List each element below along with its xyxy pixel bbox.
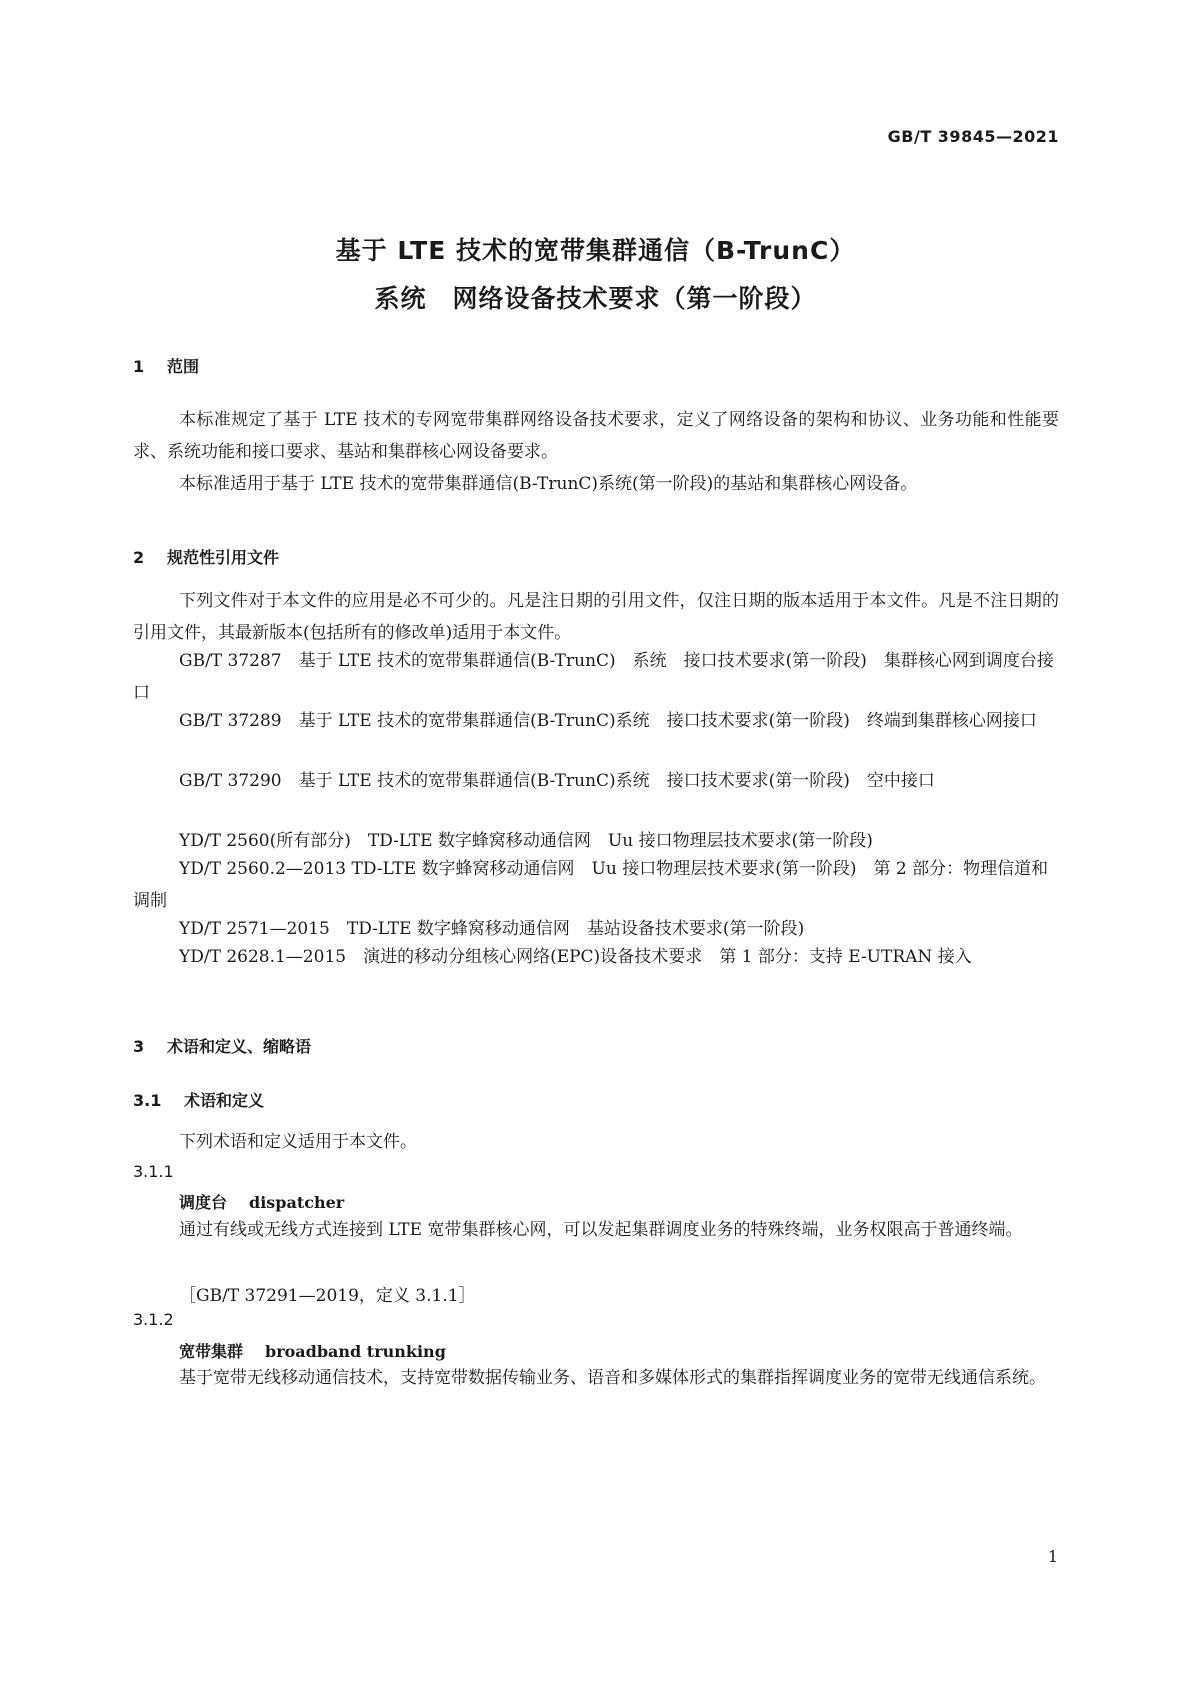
title-line-1: 基于 LTE 技术的宽带集群通信（B-TrunC）: [335, 236, 856, 265]
section-title: 规范性引用文件: [167, 548, 280, 567]
term-source: ［GB/T 37291—2019，定义 3.1.1］: [179, 1286, 476, 1306]
term-number: 3.1.1: [133, 1162, 174, 1181]
term-definition: 基于宽带无线移动通信技术，支持宽带数据传输业务、语音和多媒体形式的集群指挥调度业务的宽带无线通信系统。: [179, 1368, 1046, 1388]
section-number: 2: [133, 548, 145, 567]
scope-paragraph-2: 本标准适用于基于 LTE 技术的宽带集群通信(B-TrunC)系统(第一阶段)的基站和集群核心网设备。: [179, 474, 918, 494]
section-title: 范围: [167, 357, 200, 376]
section-2-heading: [133, 545, 279, 568]
document-code: GB/T 39845—2021: [887, 127, 1059, 146]
section-3-1-heading: [133, 1088, 264, 1111]
term-chinese: 宽带集群: [179, 1342, 244, 1361]
term-chinese: 调度台: [179, 1193, 228, 1212]
term-english: dispatcher: [249, 1193, 345, 1212]
term-heading: [179, 1190, 344, 1213]
reference-item: YD/T 2560.2—2013 TD-LTE 数字蜂窝移动通信网 Uu 接口物理层技术要求(第一阶段) 第 2 部分：物理信道和调制: [133, 859, 1049, 911]
section-1-heading: [133, 354, 199, 377]
section-title: 术语和定义、缩略语: [167, 1037, 312, 1056]
reference-item: YD/T 2571—2015 TD-LTE 数字蜂窝移动通信网 基站设备技术要求(第一阶段): [179, 919, 805, 939]
section-3-heading: [133, 1034, 311, 1057]
reference-item: GB/T 37287 基于 LTE 技术的宽带集群通信(B-TrunC) 系统 接口技术要求(第一阶段) 集群核心网到调度台接口: [133, 651, 1054, 703]
reference-item: YD/T 2560(所有部分) TD-LTE 数字蜂窝移动通信网 Uu 接口物理层技术要求(第一阶段): [179, 831, 873, 851]
term-heading: [179, 1339, 446, 1362]
section-number: 3.1: [133, 1091, 162, 1110]
section-number: 3: [133, 1037, 145, 1056]
page-number: 1: [1047, 1547, 1058, 1566]
normative-intro: 下列文件对于本文件的应用是必不可少的。凡是注日期的引用文件，仅注日期的版本适用于本文件。凡是不注日期的引用文件，其最新版本(包括所有的修改单)适用于本文件。: [133, 591, 1059, 643]
term-definition: 通过有线或无线方式连接到 LTE 宽带集群核心网，可以发起集群调度业务的特殊终端，业务权限高于普通终端。: [179, 1220, 1023, 1240]
reference-item: YD/T 2628.1—2015 演进的移动分组核心网络(EPC)设备技术要求 第 1 部分：支持 E-UTRAN 接入: [179, 947, 972, 967]
reference-item: GB/T 37290 基于 LTE 技术的宽带集群通信(B-TrunC)系统 接口技术要求(第一阶段) 空中接口: [179, 771, 935, 791]
scope-paragraph-1: 本标准规定了基于 LTE 技术的专网宽带集群网络设备技术要求，定义了网络设备的架构和协议、业务功能和性能要求、系统功能和接口要求、基站和集群核心网设备要求。: [133, 410, 1059, 462]
section-title: 术语和定义: [184, 1091, 265, 1110]
term-number: 3.1.2: [133, 1310, 174, 1329]
terms-intro: 下列术语和定义适用于本文件。: [179, 1132, 417, 1152]
title-line-2: 系统 网络设备技术要求（第一阶段）: [374, 284, 817, 313]
section-number: 1: [133, 357, 145, 376]
term-english: broadband trunking: [265, 1342, 446, 1361]
reference-item: GB/T 37289 基于 LTE 技术的宽带集群通信(B-TrunC)系统 接口技术要求(第一阶段) 终端到集群核心网接口: [179, 711, 1037, 731]
